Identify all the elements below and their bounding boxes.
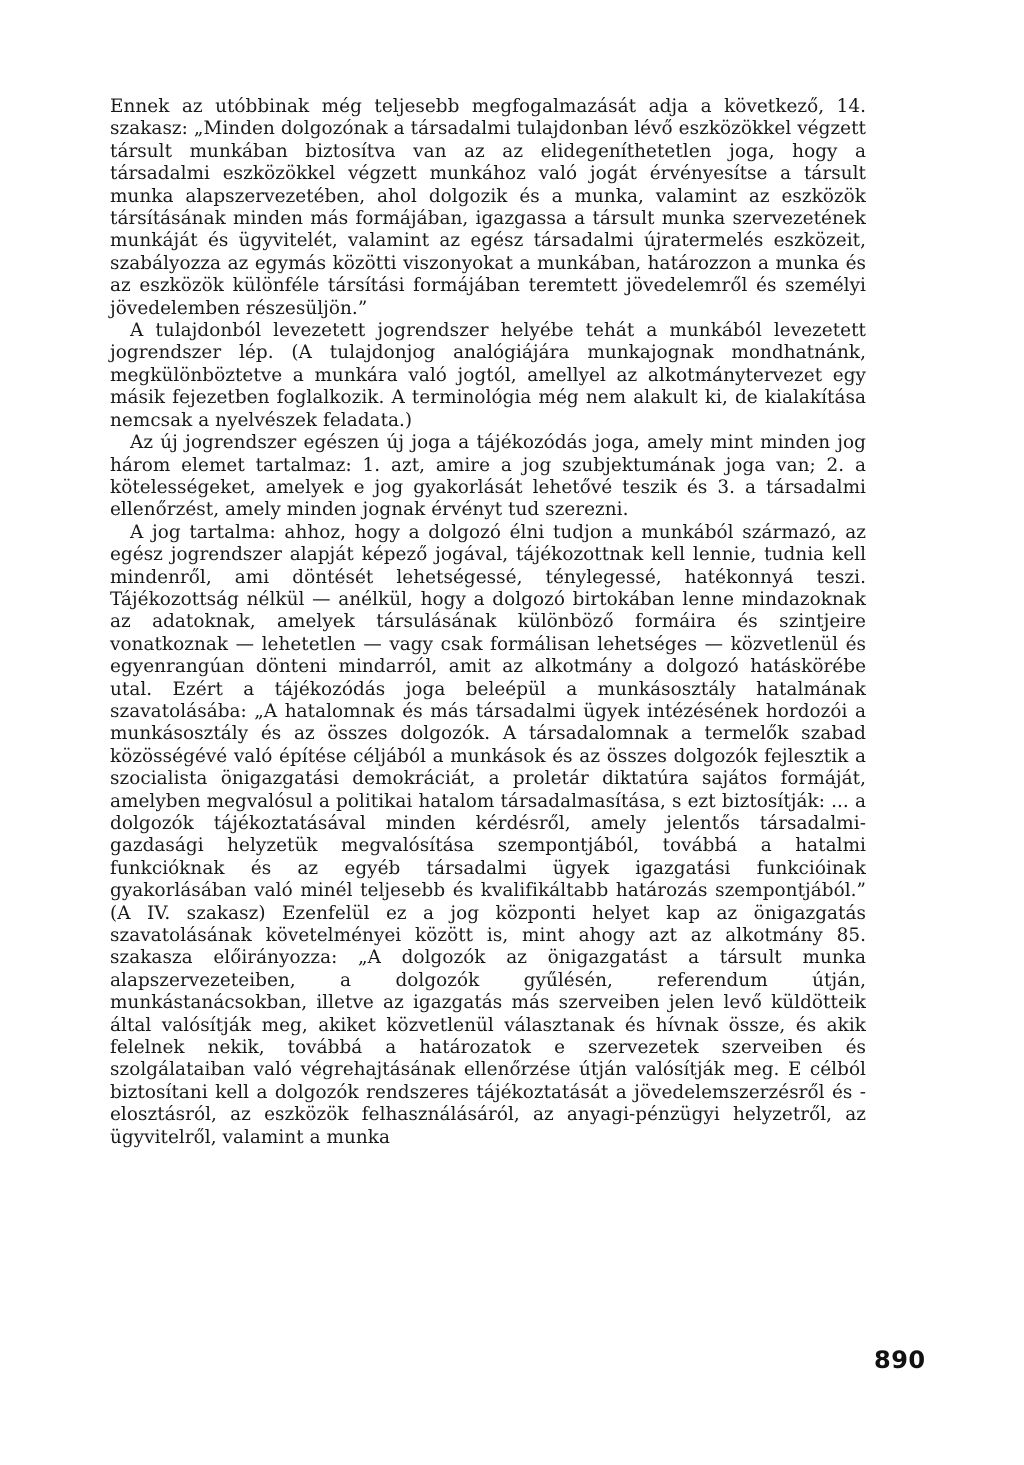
paragraph-2: A tulajdonból levezetett jogrendszer helyébe tehát a munkából levezetett jogrendszer lép. (A tulajdonjog analógiájára munkajognak mondhatnánk, megkülönböztetve a munkára való jogtól, amellyel az alkotmánytervezet egy másik fejezetben foglalkozik. A terminológia még nem alakult ki, de kialakítása nemcsak a nyelvészek feladata.) — [110, 320, 866, 431]
page-number: 890 — [874, 1346, 926, 1374]
document-body — [110, 96, 866, 1149]
paragraph-3: Az új jogrendszer egészen új joga a tájékozódás joga, amely mint minden jog három elemet tartalmaz: 1. azt, amire a jog szubjektumának joga van; 2. a kötelességeket, amelyek e jog gyakorlását lehetővé teszik és 3. a társadalmi ellenőrzést, amely minden jognak érvényt tud szerezni. — [110, 432, 866, 521]
paragraph-1: Ennek az utóbbinak még teljesebb megfogalmazását adja a következő, 14. szakasz: „Minden dolgozónak a társadalmi tulajdonban lévő eszközökkel végzett társult munkában biztosítva van az az elidegeníthetetlen joga, hogy a társadalmi eszközökkel végzett munkához való jogát érvényesítse a társult munka alapszervezetében, ahol dolgozik és a munka, valamint az eszközök társításának minden más formájában, igazgassa a társult munka szervezetének munkáját és ügyvitelét, valamint az egész társadalmi újratermelés eszközeit, szabályozza az egymás közötti viszonyokat a munkában, határozzon a munka és az eszközök különféle társítási formájában teremtett jövedelemről és személyi jövedelemben részesüljön.” — [110, 96, 866, 319]
paragraph-4: A jog tartalma: ahhoz, hogy a dolgozó élni tudjon a munkából származó, az egész jogrendszer alapját képező jogával, tájékozottnak kell lennie, tudnia kell mindenről, ami döntését lehetségessé, ténylegessé, hatékonnyá teszi. Tájékozottság nélkül — anélkül, hogy a dolgozó birtokában lenne mindazoknak az adatoknak, amelyek társulásának különböző formáira és szintjeire vonatkoznak — lehetetlen — vagy csak formálisan lehetséges — közvetlenül és egyenrangúan dönteni mindarról, amit az alkotmány a dolgozó hatáskörébe utal. Ezért a tájékozódás joga beleépül a munkásosztály hatalmának szavatolásába: „A hatalomnak és más társadalmi ügyek intézésének hordozói a munkásosztály és az összes dolgozók. A társadalomnak a termelők szabad közösségévé való építése céljából a munkások és az összes dolgozók fejlesztik a szocialista önigazgatási demokráciát, a proletár diktatúra sajátos formáját, amelyben megvalósul a politikai hatalom társadalmasítása, s ezt biztosítják: ... a dolgozók tájékoztatásával minden kérdésről, amely jelentős társadalmi-gazdasági helyzetük megvalósítása szempontjából, továbbá a hatalmi funkcióknak és az egyéb társadalmi ügyek igazgatási funkcióinak gyakorlásában való minél teljesebb és kvalifikáltabb határozás szempontjából.” (A IV. szakasz) Ezenfelül ez a jog központi helyet kap az önigazgatás szavatolásának követelményei között is, mint ahogy azt az alkotmány 85. szakasza előirányozza: „A dolgozók az önigazgatást a társult munka alapszervezeteiben, a dolgozók gyűlésén, referendum útján, munkástanácsokban, illetve az igazgatás más szerveiben jelen levő küldötteik által valósítják meg, akiket közvetlenül választanak és hívnak össze, és akik felelnek nekik, továbbá a határozatok e szervezetek szerveiben és szolgálataiban való végrehajtásának ellenőrzése útján valósítják meg. E célból biztosítani kell a dolgozók rendszeres tájékoztatását a jövedelemszerzésről és -elosztásról, az eszközök felhasználásáról, az anyagi-pénzügyi helyzetről, az ügyvitelről, valamint a munka — [110, 521, 866, 1148]
